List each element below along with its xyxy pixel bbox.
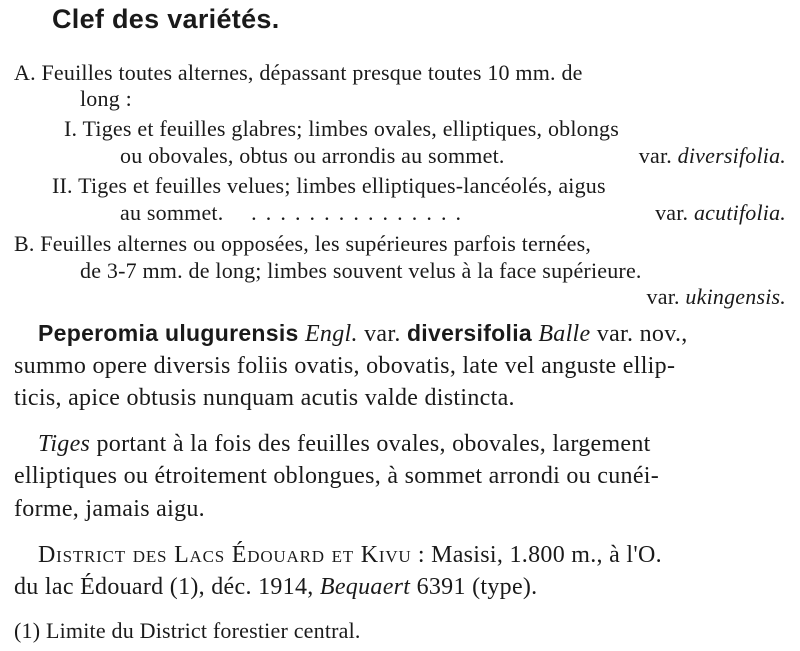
description-line-1 (38, 432, 651, 456)
variety-name: diversifolia (406, 320, 532, 346)
description-lead: Tiges (38, 431, 91, 457)
key-a-i-cont-text: ou obovales, obtus ou arrondis au sommet. (120, 143, 505, 168)
key-a-i-line (64, 118, 619, 140)
key-a-letter: A. (14, 60, 36, 85)
variety-name: ukingensis. (685, 284, 786, 309)
footnote: (1) Limite du District forestier central. (14, 618, 361, 643)
diagnosis-line-2: summo opere diversis foliis ovatis, obovatis, late vel anguste ellip- (14, 353, 676, 379)
collector-name: Bequaert (319, 574, 411, 600)
species-author: Engl. (304, 321, 358, 347)
key-a-ii-variety (655, 202, 786, 224)
var-label: var. (638, 143, 672, 168)
key-a-ii-text: Tiges et feuilles velues; limbes elliptiques-lancéolés, aigus (78, 173, 606, 198)
key-a-i-number: I. (64, 116, 78, 141)
locality-line-1 (38, 543, 662, 567)
district-name: District des Lacs Édouard et Kivu (38, 542, 412, 568)
key-b-continuation: de 3-7 mm. de long; limbes souvent velus à la face supérieure. (80, 258, 642, 283)
var-label: var. (364, 321, 401, 347)
locality-line-2 (14, 575, 537, 599)
diagnosis-line-3: ticis, apice obtusis nunquam acutis valde distincta. (14, 385, 515, 411)
specimen-number: 6391 (type). (416, 574, 538, 600)
species-name: Peperomia ulugurensis (38, 320, 299, 346)
key-a-ii-cont-text: au sommet. (120, 200, 224, 225)
key-a-ii-line (52, 175, 606, 197)
key-a-i-variety (639, 145, 786, 167)
key-a-ii-continuation (120, 202, 463, 224)
locality-text: du lac Édouard (1), déc. 1914, (14, 574, 314, 600)
description-text: portant à la fois des feuilles ovales, obovales, largement (96, 431, 651, 457)
key-a-text: Feuilles toutes alternes, dépassant presque toutes 10 mm. de (41, 60, 583, 85)
key-b-text: Feuilles alternes ou opposées, les supérieures parfois ternées, (40, 231, 592, 256)
variety-name: diversifolia. (677, 143, 786, 168)
key-a-continuation: long : (80, 86, 132, 111)
key-b-variety (647, 286, 786, 308)
page-title: Clef des variétés. (52, 4, 280, 34)
var-label: var. (646, 284, 680, 309)
variety-author: Balle (538, 321, 591, 347)
variety-name: acutifolia. (693, 200, 786, 225)
key-a-i-text: Tiges et feuilles glabres; limbes ovales, elliptiques, oblongs (82, 116, 620, 141)
key-b-line (14, 233, 591, 255)
diagnosis-line-1 (38, 322, 688, 346)
description-line-2: elliptiques ou étroitement oblongues, à sommet arrondi ou cunéi- (14, 463, 660, 489)
key-b-letter: B. (14, 231, 35, 256)
key-a-line (14, 62, 583, 84)
taxon-status: var. nov., (596, 321, 688, 347)
var-label: var. (655, 200, 689, 225)
description-line-3: forme, jamais aigu. (14, 496, 205, 522)
locality-text: : Masisi, 1.800 m., à l'O. (417, 542, 662, 568)
key-a-ii-number: II. (52, 173, 73, 198)
leader-dots: . . . . . . . . . . . . . . . (251, 200, 463, 225)
key-a-i-continuation (120, 145, 505, 167)
